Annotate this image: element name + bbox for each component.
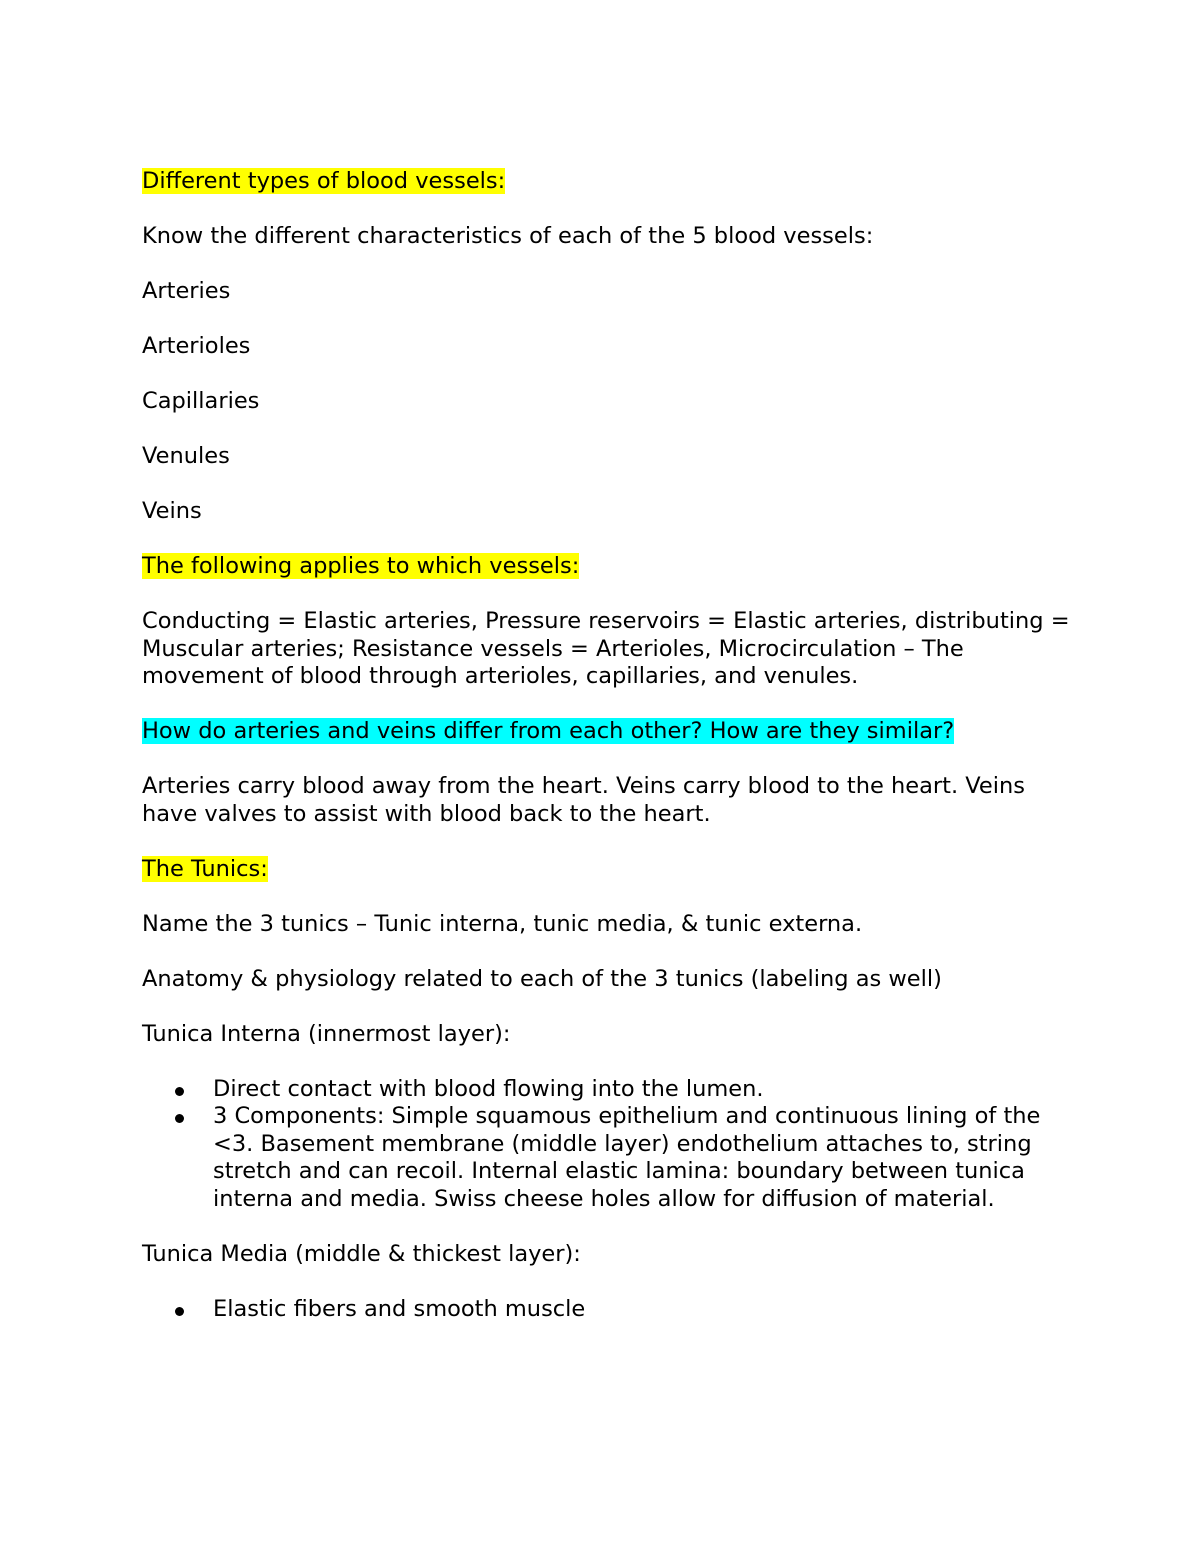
- section-heading-types: Different types of blood vessels:: [142, 168, 506, 194]
- applies-paragraph: Conducting = Elastic arteries, Pressure reservoirs = Elastic arteries, distributing = Muscular arteries; Resistance vessels = Arterioles, Microcirculation – The movement of blood through arterioles, capillaries, and venules.: [142, 608, 1070, 689]
- list-item: Elastic fibers and smooth muscle: [213, 1296, 1072, 1324]
- tunica-interna-heading: Tunica Interna (innermost layer):: [142, 1020, 511, 1047]
- tunica-media-list: [142, 1296, 1072, 1324]
- list-item: 3 Components: Simple squamous epithelium and continuous lining of the <3. Basement membrane (middle layer) endothelium attaches to, string stretch and can recoil. Internal elastic lamina: boundary between tunica interna and media. Swiss cheese holes allow for diffusion of material.: [213, 1103, 1072, 1213]
- bullet-icon: [175, 1114, 184, 1123]
- know-characteristics-line: Know the different characteristics of each of the 5 blood vessels:: [142, 223, 874, 249]
- vessel-item: Arteries: [142, 278, 231, 304]
- vessel-item: Veins: [142, 498, 202, 524]
- bullet-icon: [175, 1087, 184, 1096]
- document-page: [142, 168, 1072, 1351]
- section-heading-differ: How do arteries and veins differ from each other? How are they similar?: [142, 718, 955, 744]
- tunica-interna-list: [142, 1076, 1072, 1214]
- vessel-item: Arterioles: [142, 333, 251, 359]
- differ-paragraph: Arteries carry blood away from the heart. Veins carry blood to the heart. Veins have valves to assist with blood back to the heart.: [142, 773, 1025, 827]
- bullet-icon: [175, 1307, 184, 1316]
- section-heading-applies: The following applies to which vessels:: [142, 553, 580, 579]
- tunics-name-line: Name the 3 tunics – Tunic interna, tunic media, & tunic externa.: [142, 910, 863, 937]
- tunics-anatomy-line: Anatomy & physiology related to each of the 3 tunics (labeling as well): [142, 965, 942, 992]
- vessel-item: Venules: [142, 443, 230, 469]
- list-item: Direct contact with blood flowing into the lumen.: [213, 1076, 1072, 1104]
- tunica-media-heading: Tunica Media (middle & thickest layer):: [142, 1240, 581, 1267]
- vessel-item: Capillaries: [142, 388, 260, 414]
- section-heading-tunics: The Tunics:: [142, 855, 268, 882]
